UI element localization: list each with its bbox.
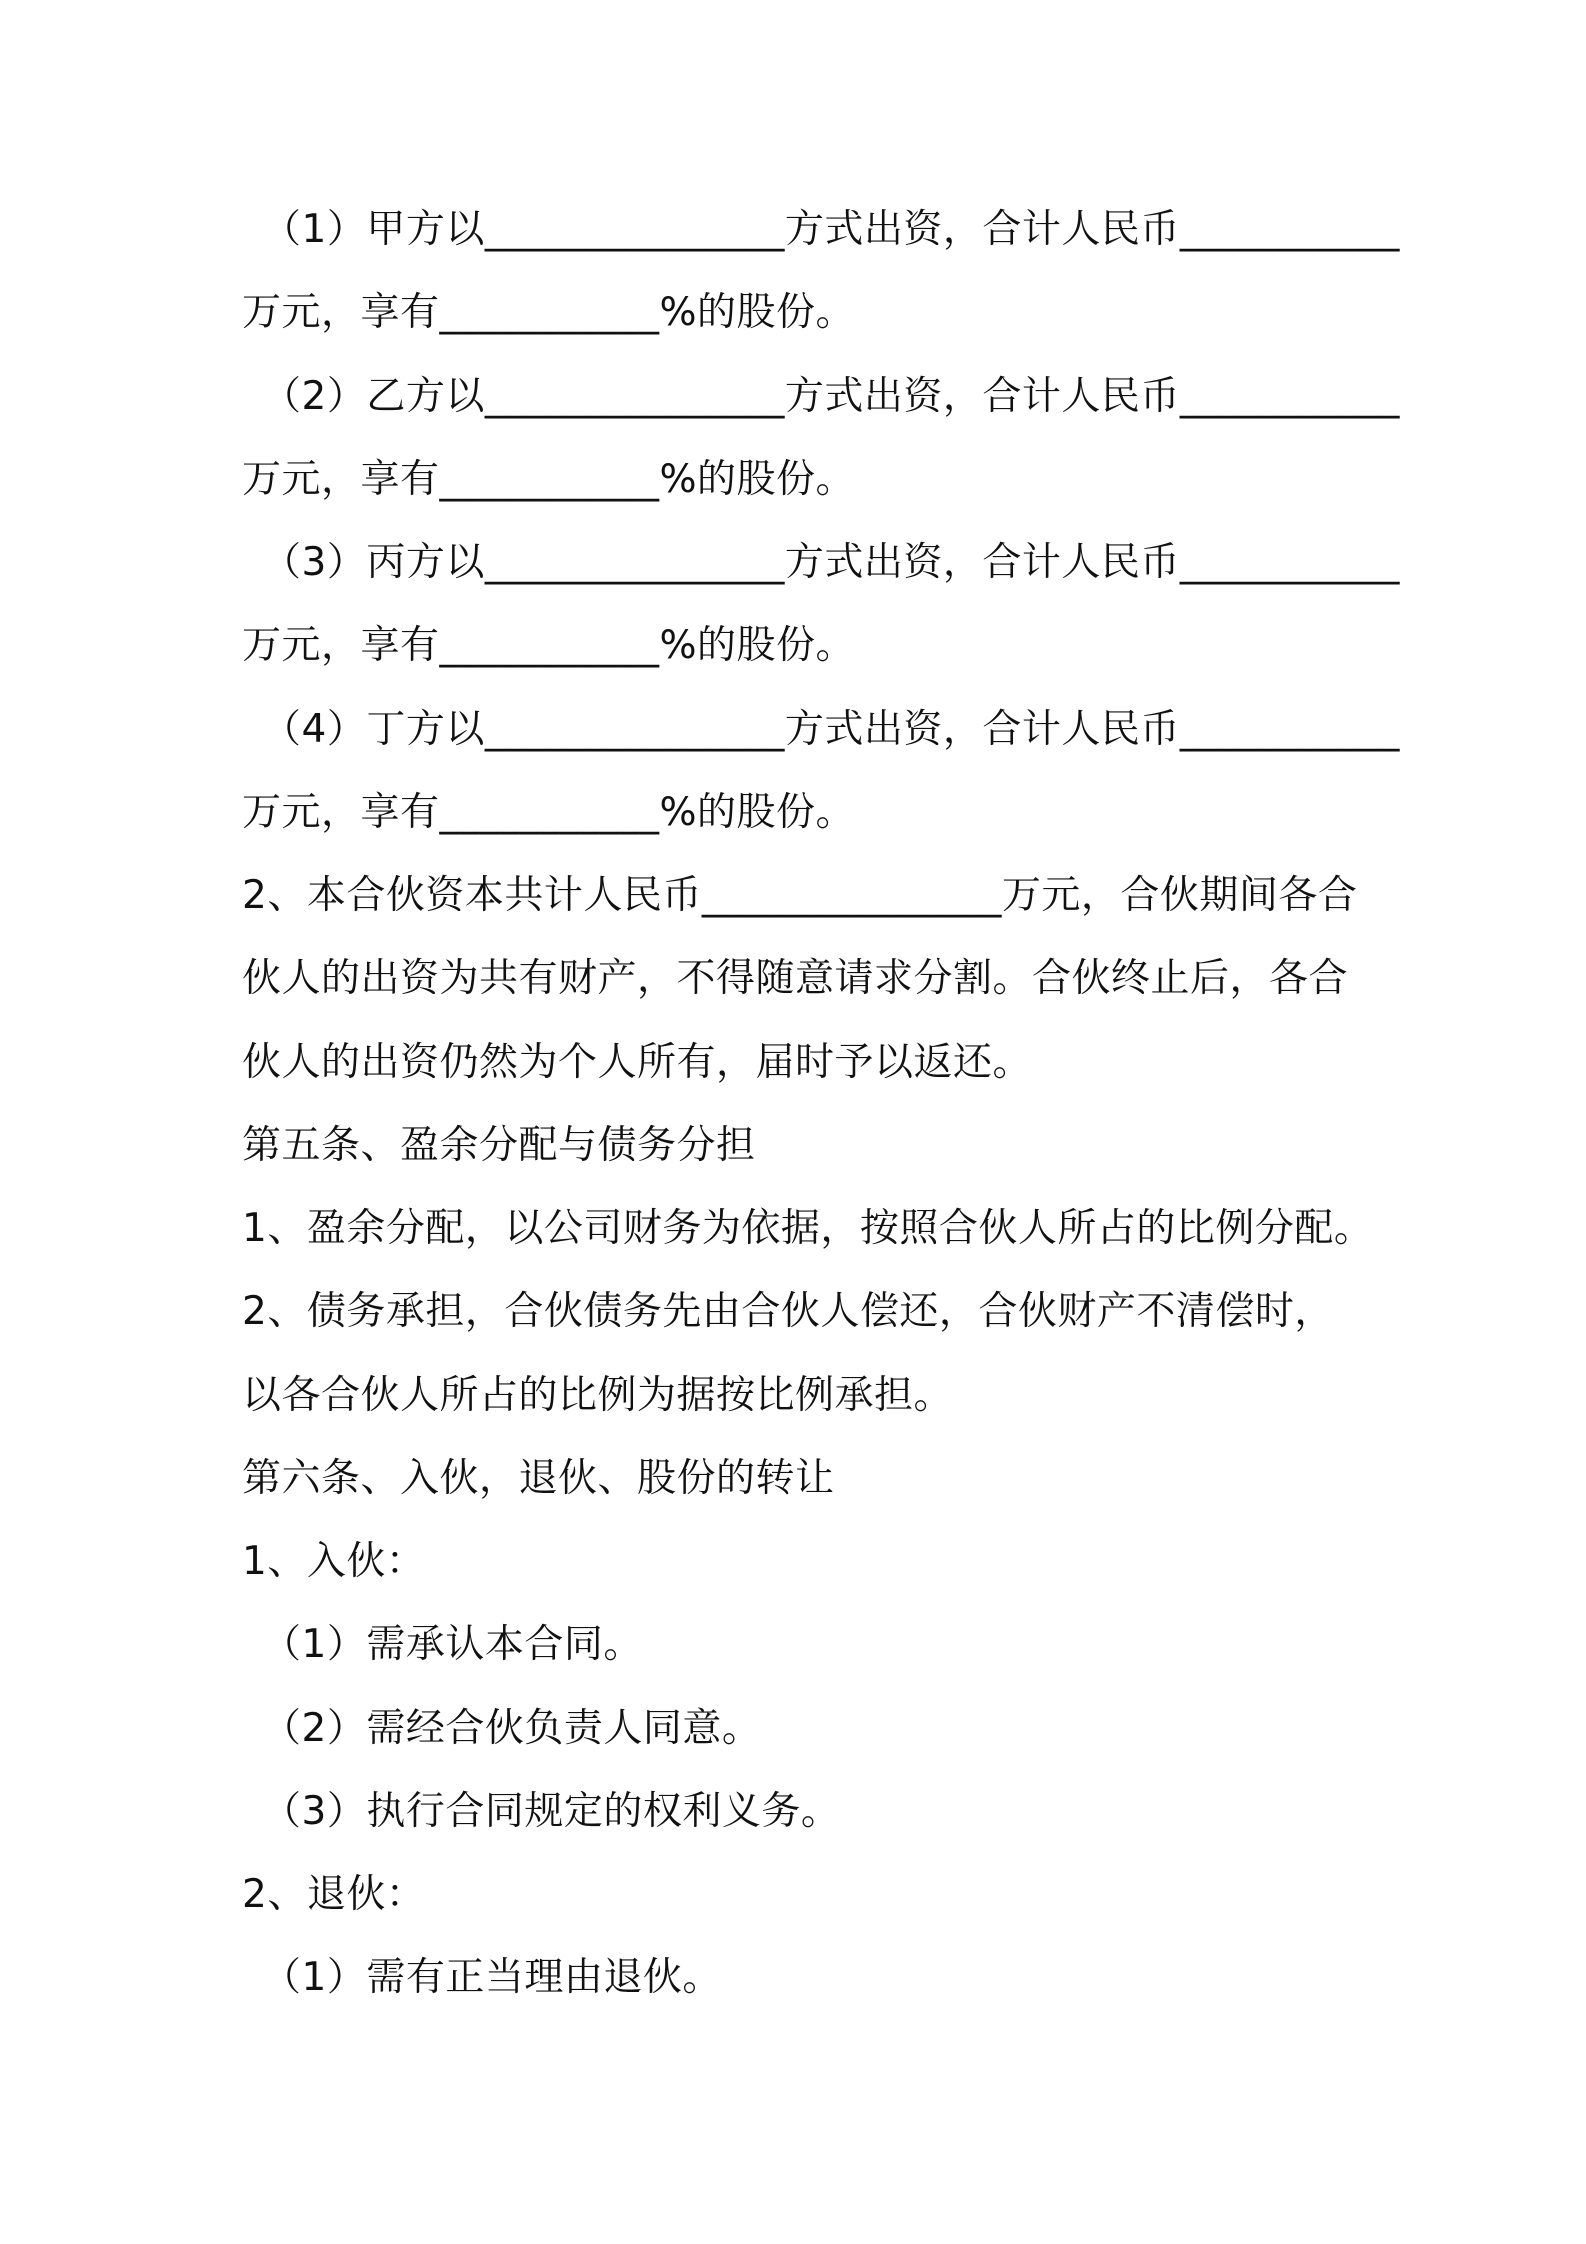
admission-item-2: （2）需经合伙负责人同意。: [262, 1706, 762, 1751]
admission-heading: 1、入伙：: [242, 1539, 426, 1584]
withdrawal-heading: 2、退伙：: [242, 1872, 426, 1917]
article-6-heading: 第六条、入伙，退伙、股份的转让: [242, 1456, 835, 1501]
admission-item-1: （1）需承认本合同。: [262, 1622, 643, 1667]
contribution-party-a-line2: 万元，享有___________%的股份。: [242, 290, 856, 335]
contribution-party-d-line1: （4）丁方以_______________方式出资，合计人民币___________: [262, 707, 1400, 752]
profit-distribution-clause: 1、盈余分配，以公司财务为依据，按照合伙人所占的比例分配。: [242, 1206, 1374, 1251]
contribution-party-c-line1: （3）丙方以_______________方式出资，合计人民币___________: [262, 540, 1400, 585]
capital-clause-line1: 2、本合伙资本共计人民币_______________万元，合伙期间各合: [242, 873, 1358, 918]
debt-clause-line1: 2、债务承担，合伙债务先由合伙人偿还，合伙财产不清偿时，: [242, 1289, 1334, 1334]
capital-clause-line3: 伙人的出资仍然为个人所有，届时予以返还。: [242, 1040, 1033, 1085]
contribution-party-d-line2: 万元，享有___________%的股份。: [242, 790, 856, 835]
debt-clause-line2: 以各合伙人所占的比例为据按比例承担。: [242, 1373, 954, 1418]
capital-clause-line2: 伙人的出资为共有财产，不得随意请求分割。合伙终止后，各合: [242, 956, 1349, 1001]
contribution-party-b-line2: 万元，享有___________%的股份。: [242, 457, 856, 502]
contribution-party-c-line2: 万元，享有___________%的股份。: [242, 623, 856, 668]
admission-item-3: （3）执行合同规定的权利义务。: [262, 1789, 841, 1834]
article-5-heading: 第五条、盈余分配与债务分担: [242, 1123, 756, 1168]
withdrawal-item-1: （1）需有正当理由退伙。: [262, 1955, 722, 2000]
contribution-party-a-line1: （1）甲方以_______________方式出资，合计人民币___________: [262, 207, 1400, 252]
contribution-party-b-line1: （2）乙方以_______________方式出资，合计人民币___________: [262, 374, 1400, 419]
